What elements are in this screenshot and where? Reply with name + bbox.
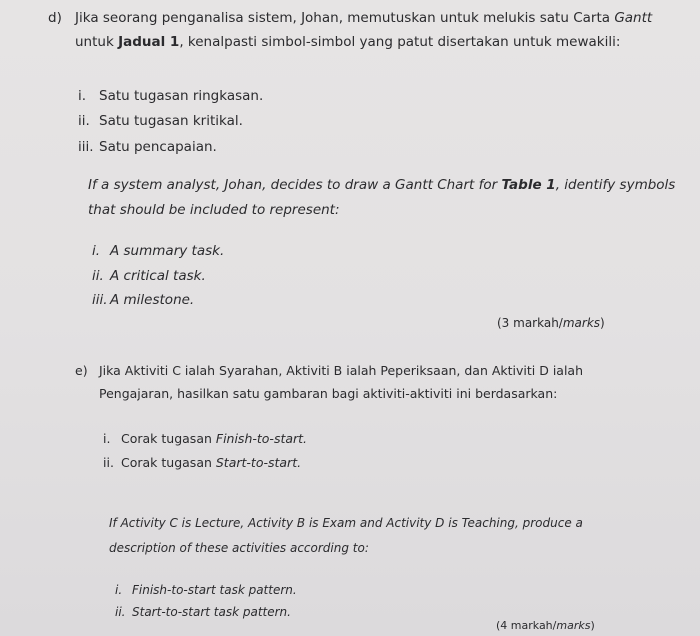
section-e-malay-line1: Jika Aktiviti C ialah Syarahan, Aktiviti B ialah Peperiksaan, dan Aktiviti D ialah [99,363,584,378]
malay-item-num: iii. [78,139,94,155]
section-e-marks: (4 markah/marks) [496,619,595,632]
section-e-english-line2: description of these activities according to: [109,541,369,555]
malay-item-text: Satu tugasan ringkasan. [99,88,264,104]
english-item-text: Start-to-start task pattern. [132,605,291,619]
english-item-num: iii. [92,292,108,308]
malay-item-num: ii. [103,455,114,470]
english-item-num: i. [92,243,101,259]
english-item-text: A critical task. [110,268,206,284]
section-d-label: d) [48,10,62,26]
malay-item-num: i. [103,431,111,446]
malay-item-text: Corak tugasan Start-to-start. [121,455,302,470]
malay-item-text: Corak tugasan Finish-to-start. [121,431,308,446]
section-e-english-line1: If Activity C is Lecture, Activity B is Exam and Activity D is Teaching, produce a [109,516,583,530]
english-item-num: ii. [115,605,126,619]
malay-item-text: Satu pencapaian. [99,139,217,155]
section-e-malay-line2: Pengajaran, hasilkan satu gambaran bagi aktiviti-aktiviti ini berdasarkan: [99,386,558,401]
english-item-text: A summary task. [110,243,225,259]
section-d-malay-line2: untuk Jadual 1, kenalpasti simbol-simbol yang patut disertakan untuk mewakili: [75,34,621,50]
section-d-marks: (3 markah/marks) [497,316,605,330]
section-d-english-line1: If a system analyst, Johan, decides to draw a Gantt Chart for Table 1, identify symbols [88,177,676,193]
english-item-num: i. [115,583,123,597]
english-item-num: ii. [92,268,104,284]
english-item-text: Finish-to-start task pattern. [132,583,297,597]
section-d-english-line2: that should be included to represent: [88,202,340,218]
section-d-malay-line1: Jika seorang penganalisa sistem, Johan, memutuskan untuk melukis satu Carta Gantt [75,10,653,26]
english-item-text: A milestone. [110,292,195,308]
section-e-label: e) [75,363,88,378]
malay-item-num: i. [78,88,87,104]
malay-item-text: Satu tugasan kritikal. [99,113,243,129]
malay-item-num: ii. [78,113,90,129]
